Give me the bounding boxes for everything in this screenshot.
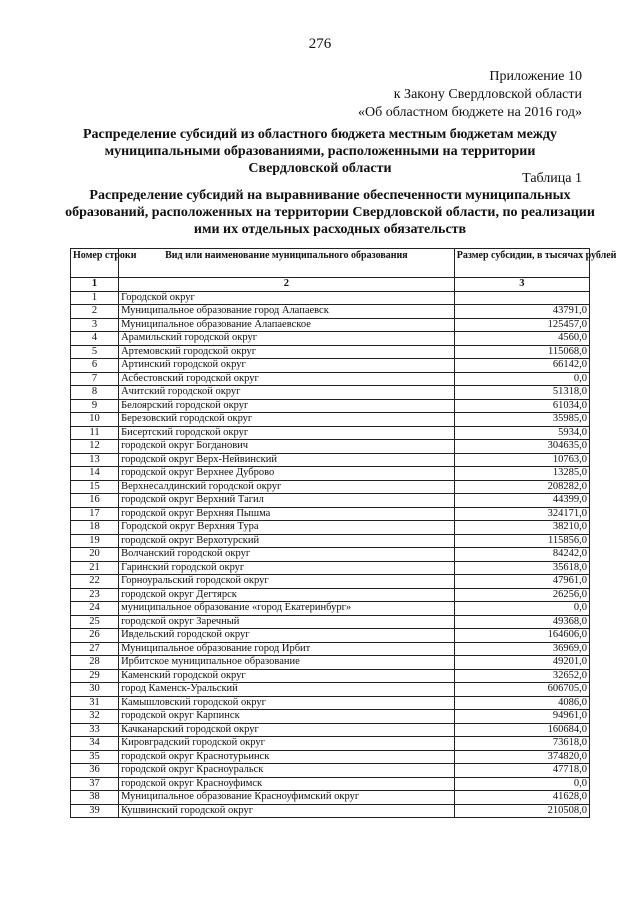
municipality-name-cell: Муниципальное образование город Алапаевск (119, 305, 455, 319)
row-number-cell: 34 (71, 737, 119, 751)
subsidy-amount-cell: 26256,0 (454, 588, 589, 602)
municipality-name-cell: городской округ Карпинск (119, 710, 455, 724)
subsidy-amount-cell: 125457,0 (454, 318, 589, 332)
row-number-cell: 13 (71, 453, 119, 467)
table-row (71, 588, 590, 602)
subsidy-amount-cell: 4086,0 (454, 696, 589, 710)
subsidy-amount-cell: 51318,0 (454, 386, 589, 400)
table-row (71, 318, 590, 332)
table-row (71, 440, 590, 454)
row-number-cell: 4 (71, 332, 119, 346)
table-row (71, 710, 590, 724)
municipality-name-cell: городской округ Богданович (119, 440, 455, 454)
index-cell-3: 3 (454, 278, 589, 292)
municipality-name-cell: Каменский городской округ (119, 669, 455, 683)
row-number-cell: 5 (71, 345, 119, 359)
row-number-cell: 6 (71, 359, 119, 373)
municipality-name-cell: Качканарский городской округ (119, 723, 455, 737)
municipality-name-cell: Волчанский городской округ (119, 548, 455, 562)
subsidy-amount-cell: 0,0 (454, 372, 589, 386)
table-row (71, 764, 590, 778)
subsidy-amount-cell: 43791,0 (454, 305, 589, 319)
table-row (71, 305, 590, 319)
row-number-cell: 10 (71, 413, 119, 427)
municipality-name-cell: городской округ Красноуфимск (119, 777, 455, 791)
table-row (71, 548, 590, 562)
subsidy-table (70, 248, 617, 818)
appendix-reference (358, 68, 582, 122)
subsidy-amount-cell: 61034,0 (454, 399, 589, 413)
subsidy-amount-cell: 36969,0 (454, 642, 589, 656)
municipality-name-cell: Кушвинский городской округ (119, 804, 455, 818)
municipality-name-cell: городской округ Заречный (119, 615, 455, 629)
subsidy-amount-cell: 47718,0 (454, 764, 589, 778)
municipality-name-cell: Верхнесалдинский городской округ (119, 480, 455, 494)
table-row (71, 696, 590, 710)
table-row (71, 467, 590, 481)
table-row (71, 642, 590, 656)
row-number-cell: 33 (71, 723, 119, 737)
table-row (71, 615, 590, 629)
municipality-name-cell: городской округ Верхняя Пышма (119, 507, 455, 521)
table-row (71, 372, 590, 386)
subsidy-amount-cell: 115068,0 (454, 345, 589, 359)
table-header-row (71, 249, 590, 278)
row-number-cell: 14 (71, 467, 119, 481)
row-number-cell: 9 (71, 399, 119, 413)
municipality-name-cell: Муниципальное образование Алапаевское (119, 318, 455, 332)
table-row (71, 791, 590, 805)
subsidy-amount-cell: 73618,0 (454, 737, 589, 751)
table-row (71, 561, 590, 575)
table-row (71, 602, 590, 616)
row-number-cell: 29 (71, 669, 119, 683)
municipality-name-cell: Горноуральский городской округ (119, 575, 455, 589)
row-number-cell: 11 (71, 426, 119, 440)
header-municipality: Вид или наименование муниципального образования (119, 249, 455, 278)
subsidy-amount-cell: 4560,0 (454, 332, 589, 346)
municipality-name-cell: муниципальное образование «город Екатеринбург» (119, 602, 455, 616)
table-body (71, 291, 590, 818)
row-number-cell: 30 (71, 683, 119, 697)
row-number-cell: 23 (71, 588, 119, 602)
municipality-name-cell: городской округ Верх-Нейвинский (119, 453, 455, 467)
subsidy-amount-cell: 41628,0 (454, 791, 589, 805)
table-index-row (71, 278, 590, 292)
subsidy-amount-cell: 164606,0 (454, 629, 589, 643)
subsidy-amount-cell: 47961,0 (454, 575, 589, 589)
subsidy-amount-cell: 115856,0 (454, 534, 589, 548)
municipality-name-cell: Белоярский городской округ (119, 399, 455, 413)
row-number-cell: 18 (71, 521, 119, 535)
appendix-line-3: «Об областном бюджете на 2016 год» (358, 105, 582, 120)
table-row (71, 669, 590, 683)
subsidy-amount-cell: 160684,0 (454, 723, 589, 737)
row-number-cell: 21 (71, 561, 119, 575)
row-number-cell: 36 (71, 764, 119, 778)
row-number-cell: 37 (71, 777, 119, 791)
table-row (71, 723, 590, 737)
header-row-number: Номер строки (71, 249, 119, 278)
table-row (71, 413, 590, 427)
subsidy-amount-cell: 0,0 (454, 602, 589, 616)
row-number-cell: 26 (71, 629, 119, 643)
municipality-name-cell: Бисертский городской округ (119, 426, 455, 440)
row-number-cell: 32 (71, 710, 119, 724)
municipality-name-cell: городской округ Верхнее Дуброво (119, 467, 455, 481)
municipality-name-cell: Кировградский городской округ (119, 737, 455, 751)
subsidy-amount-cell: 35985,0 (454, 413, 589, 427)
row-number-cell: 39 (71, 804, 119, 818)
subsidy-amount-cell: 94961,0 (454, 710, 589, 724)
table-label: Таблица 1 (522, 171, 582, 186)
row-number-cell: 7 (71, 372, 119, 386)
header-subsidy-amount: Размер субсидии, в тысячах рублей (454, 249, 589, 278)
table-row (71, 629, 590, 643)
subsidy-amount-cell: 5934,0 (454, 426, 589, 440)
subsidy-amount-cell: 38210,0 (454, 521, 589, 535)
table-row (71, 453, 590, 467)
subsidy-amount-cell: 208282,0 (454, 480, 589, 494)
subsidy-amount-cell: 0,0 (454, 777, 589, 791)
subsidy-amount-cell: 324171,0 (454, 507, 589, 521)
table-row (71, 534, 590, 548)
municipality-name-cell: Городской округ Верхняя Тура (119, 521, 455, 535)
municipality-name-cell: Артемовский городской округ (119, 345, 455, 359)
table-row (71, 345, 590, 359)
subsidy-amount-cell: 49201,0 (454, 656, 589, 670)
table-row (71, 291, 590, 305)
row-number-cell: 20 (71, 548, 119, 562)
subsidy-amount-cell: 49368,0 (454, 615, 589, 629)
row-number-cell: 15 (71, 480, 119, 494)
index-cell-2: 2 (119, 278, 455, 292)
table-row (71, 656, 590, 670)
table-row (71, 683, 590, 697)
table-row (71, 386, 590, 400)
municipality-name-cell: Камышловский городской округ (119, 696, 455, 710)
row-number-cell: 3 (71, 318, 119, 332)
table-subtitle: Распределение субсидий на выравнивание обеспеченности муниципальных образований, расположенных на территории Свердловской области, по реализации ими их отдельных расходных обязательств (65, 188, 595, 237)
page-number: 276 (308, 36, 332, 52)
row-number-cell: 24 (71, 602, 119, 616)
subsidy-amount-cell: 606705,0 (454, 683, 589, 697)
row-number-cell: 12 (71, 440, 119, 454)
appendix-line-1: Приложение 10 (489, 69, 582, 84)
appendix-line-2: к Закону Свердловской области (393, 87, 582, 102)
municipality-name-cell: Асбестовский городской округ (119, 372, 455, 386)
table-row (71, 332, 590, 346)
table-row (71, 737, 590, 751)
row-number-cell: 8 (71, 386, 119, 400)
subsidy-amount-cell: 304635,0 (454, 440, 589, 454)
municipality-name-cell: Ирбитское муниципальное образование (119, 656, 455, 670)
municipality-name-cell: Муниципальное образование Красноуфимский округ (119, 791, 455, 805)
row-number-cell: 1 (71, 291, 119, 305)
table-row (71, 750, 590, 764)
table-row (71, 575, 590, 589)
row-number-cell: 22 (71, 575, 119, 589)
row-number-cell: 31 (71, 696, 119, 710)
subsidy-amount-cell: 35618,0 (454, 561, 589, 575)
subsidy-amount-cell: 374820,0 (454, 750, 589, 764)
municipality-name-cell: Городской округ (119, 291, 455, 305)
municipality-name-cell: город Каменск-Уральский (119, 683, 455, 697)
municipality-name-cell: городской округ Красноуральск (119, 764, 455, 778)
municipality-name-cell: Муниципальное образование город Ирбит (119, 642, 455, 656)
row-number-cell: 16 (71, 494, 119, 508)
subsidy-amount-cell: 10763,0 (454, 453, 589, 467)
table-row (71, 507, 590, 521)
table-row (71, 777, 590, 791)
table-row (71, 480, 590, 494)
row-number-cell: 35 (71, 750, 119, 764)
municipality-name-cell: Арамильский городской округ (119, 332, 455, 346)
municipality-name-cell: Ивдельский городской округ (119, 629, 455, 643)
table-row (71, 399, 590, 413)
row-number-cell: 2 (71, 305, 119, 319)
row-number-cell: 19 (71, 534, 119, 548)
subsidy-amount-cell: 210508,0 (454, 804, 589, 818)
municipality-name-cell: городской округ Верхний Тагил (119, 494, 455, 508)
municipality-name-cell: Гаринский городской округ (119, 561, 455, 575)
municipality-name-cell: Березовский городской округ (119, 413, 455, 427)
row-number-cell: 27 (71, 642, 119, 656)
municipality-name-cell: городской округ Краснотурьинск (119, 750, 455, 764)
table-row (71, 359, 590, 373)
row-number-cell: 25 (71, 615, 119, 629)
subsidy-amount-cell: 44399,0 (454, 494, 589, 508)
subsidy-amount-cell: 84242,0 (454, 548, 589, 562)
row-number-cell: 38 (71, 791, 119, 805)
table-row (71, 804, 590, 818)
municipality-name-cell: городской округ Верхотурский (119, 534, 455, 548)
municipality-name-cell: городской округ Дегтярск (119, 588, 455, 602)
subsidy-amount-cell: 13285,0 (454, 467, 589, 481)
row-number-cell: 28 (71, 656, 119, 670)
table-row (71, 494, 590, 508)
table-row (71, 521, 590, 535)
municipality-name-cell: Ачитский городской округ (119, 386, 455, 400)
municipality-name-cell: Артинский городской округ (119, 359, 455, 373)
subsidy-amount-cell: 32652,0 (454, 669, 589, 683)
index-cell-1: 1 (71, 278, 119, 292)
subsidy-amount-cell (454, 291, 589, 305)
subsidy-amount-cell: 66142,0 (454, 359, 589, 373)
row-number-cell: 17 (71, 507, 119, 521)
document-title: Распределение субсидий из областного бюджета местным бюджетам между муниципальными образованиями, расположенными на территории Свердловской области (82, 127, 558, 176)
table-row (71, 426, 590, 440)
